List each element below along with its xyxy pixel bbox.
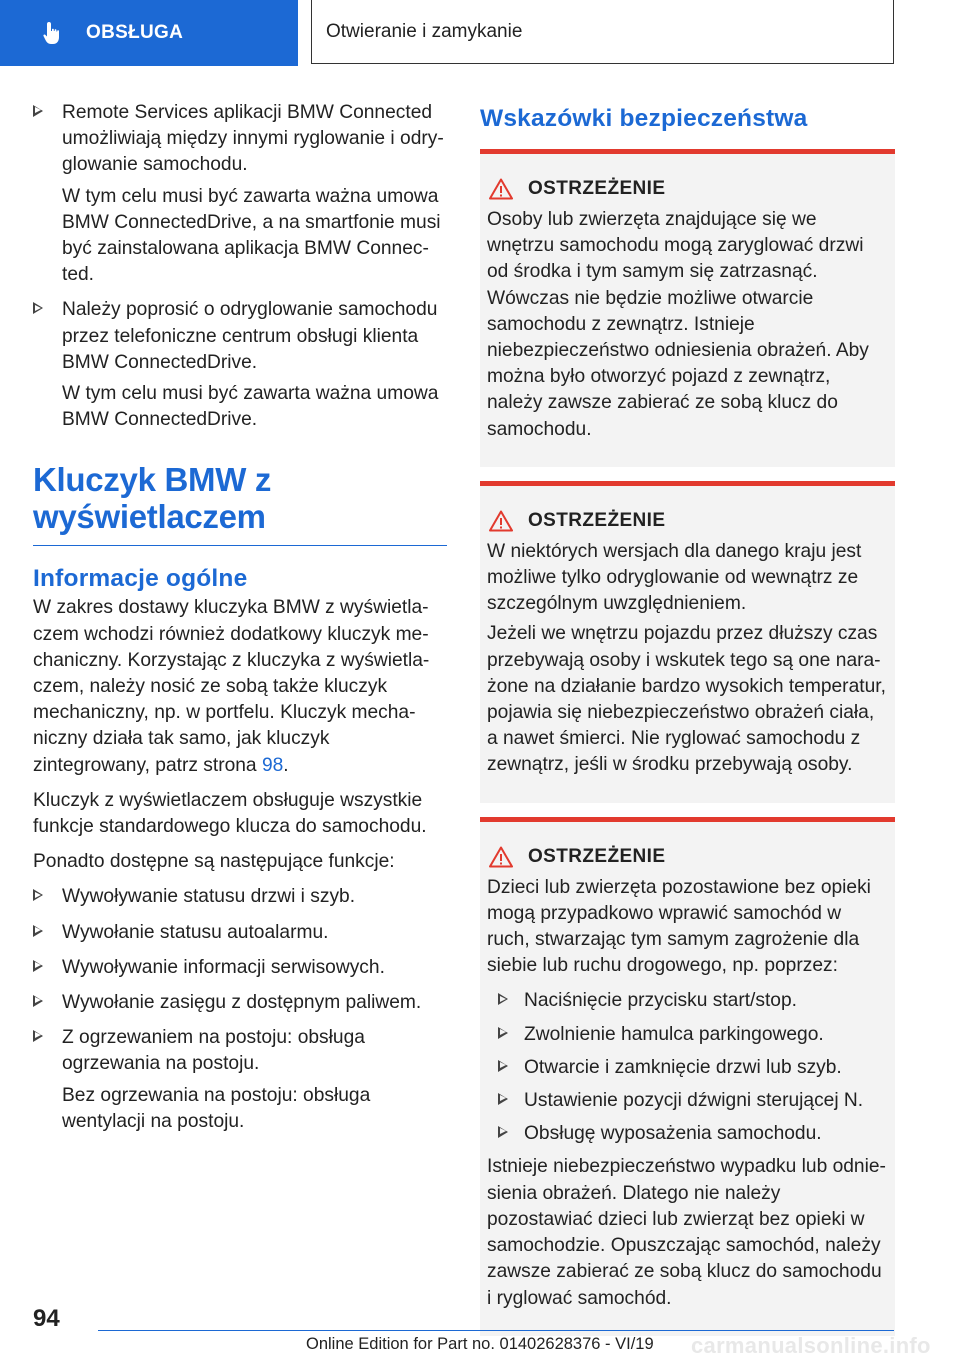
list-item bbox=[487, 1088, 888, 1114]
footer-divider bbox=[98, 1330, 894, 1331]
warning-text: Dzieci lub zwierzęta pozostawione bez opieki mogą przypadkowo wprawić samochód w ruch, stwarzając tym samym zagrożenie dla siebie lub ruchu drogowego, np. poprzez: bbox=[487, 876, 871, 977]
paragraph: Ponadto dostępne są następujące funkcje: bbox=[33, 851, 395, 873]
warning-label: OSTRZEŻENIE bbox=[528, 845, 666, 867]
list-item-text: Zwolnienie hamulca parkingowego. bbox=[524, 1023, 824, 1045]
warning-text: Osoby lub zwierzęta znajdujące się we wnętrzu samochodu mogą zaryglować drzwi od środka i tym samym się zatrzasnąć. Wówczas nie będzie możliwe otwarcie samochodu z zewnątrz. Istnieje niebezpieczeństwo odniesienia obrażeń. Aby można było otworzyć pojazd z zewnątrz, należy zawsze zabierać ze sobą klucz do samochodu. bbox=[487, 209, 869, 440]
list-item bbox=[33, 1025, 447, 1135]
warning-triangle-icon bbox=[489, 846, 513, 868]
watermark: carmanualsonline.info bbox=[691, 1333, 931, 1358]
list-item-text: Należy poprosić o odryglowanie samochodu przez telefoniczne centrum obsługi klienta BMW ConnectedDrive. bbox=[62, 299, 438, 373]
list-item bbox=[487, 1121, 888, 1147]
page-number: 94 bbox=[33, 1305, 60, 1332]
paragraph-end: . bbox=[283, 754, 289, 776]
bullet-triangle-icon bbox=[33, 960, 43, 972]
list-item-text: Wywołanie statusu autoalarmu. bbox=[62, 921, 329, 943]
subsection-title: Informacje ogólne bbox=[33, 565, 248, 593]
bullet-triangle-icon bbox=[33, 889, 43, 901]
list-item-text: Wywoływanie informacji serwisowych. bbox=[62, 956, 385, 978]
section-title bbox=[33, 461, 447, 535]
warning-text: Jeżeli we wnętrzu pojazdu przez dłuższy czas przebywają osoby i wskutek tego są one narażone na działanie bardzo wysokich temperatur, pojawia się niebezpieczeństwo obrażeń ciała, a nawet śmierci. Nie ryglować samochodu z zewnątrz, jeśli w środku przebywają osoby. bbox=[487, 623, 886, 776]
list-item bbox=[487, 1055, 888, 1081]
list-item-text: Obsługę wyposażenia samochodu. bbox=[524, 1123, 822, 1145]
left-column bbox=[33, 100, 447, 1144]
hand-pointer-icon bbox=[40, 20, 66, 46]
warning-box bbox=[480, 149, 895, 467]
list-item bbox=[33, 955, 447, 981]
bullet-triangle-icon bbox=[33, 105, 43, 117]
safety-title: Wskazówki bezpieczeństwa bbox=[480, 105, 808, 132]
bullet-triangle-icon bbox=[498, 1093, 508, 1105]
paragraph-text: W zakres dostawy kluczyka BMW z wyświetlaczem wchodzi również dodatkowy kluczyk mechaniczny. Korzystając z kluczyka z wyświetlaczem, należy nosić ze sobą także kluczyk mechaniczny, np. w portfelu. Kluczyk mechaniczny działa tak samo, jak kluczyk zintegrowany, patrz strona bbox=[33, 597, 430, 776]
list-item-subtext: W tym celu musi być zawarta ważna umowa BMW ConnectedDrive, a na smartfonie musi być zainstalowana aplikacja BMW Connected. bbox=[62, 185, 441, 286]
list-item bbox=[487, 1022, 888, 1048]
list-item bbox=[487, 988, 888, 1014]
list-item-text: Naciśnięcie przycisku start/stop. bbox=[524, 990, 797, 1012]
section-title-line-2: wyświetlaczem bbox=[33, 498, 266, 536]
warning-box bbox=[480, 481, 895, 803]
section-title-line-1: Kluczyk BMW z bbox=[33, 461, 272, 499]
bullet-triangle-icon bbox=[498, 993, 508, 1005]
list-item bbox=[33, 920, 447, 946]
warning-header bbox=[487, 508, 888, 534]
list-item-text: Z ogrzewaniem na postoju: obsługa ogrzewania na postoju. bbox=[62, 1027, 365, 1075]
bullet-triangle-icon bbox=[498, 1060, 508, 1072]
warning-label: OSTRZEŻENIE bbox=[528, 178, 666, 199]
bullet-triangle-icon bbox=[33, 1030, 43, 1042]
list-item-text: Wywoływanie statusu drzwi i szyb. bbox=[62, 886, 356, 908]
list-item-text: Otwarcie i zamknięcie drzwi lub szyb. bbox=[524, 1056, 842, 1078]
warning-label: OSTRZEŻENIE bbox=[528, 509, 666, 531]
page-reference-link[interactable]: 98 bbox=[261, 754, 284, 776]
list-item-text: Ustawienie pozycji dźwigni sterującej N. bbox=[524, 1090, 864, 1112]
edition-text: Online Edition for Part no. 01402628376 - VI/19 bbox=[306, 1335, 654, 1353]
list-item-text: Wywołanie zasięgu z dostępnym paliwem. bbox=[62, 992, 422, 1014]
bullet-triangle-icon bbox=[33, 995, 43, 1007]
chapter-title: Otwieranie i zamykanie bbox=[326, 20, 523, 42]
warning-text: W niektórych wersjach dla danego kraju jest możliwe tylko odryglowanie od wewnątrz ze szczególnym uwzględnieniem. bbox=[487, 540, 862, 615]
bullet-triangle-icon bbox=[498, 1126, 508, 1138]
warning-header bbox=[487, 844, 888, 870]
paragraph bbox=[33, 595, 447, 778]
bullet-triangle-icon bbox=[33, 302, 43, 314]
list-item-text: Remote Services aplikacji BMW Connected umożliwiają między innymi ryglowanie i odryglowanie samochodu. bbox=[62, 102, 444, 176]
list-item bbox=[33, 884, 447, 910]
list-item bbox=[33, 100, 447, 288]
warning-triangle-icon bbox=[489, 510, 513, 532]
warning-text: Istnieje niebezpieczeństwo wypadku lub odniesienia obrażeń. Dlatego nie należy pozostawiać dzieci lub zwierząt bez opieki w samochodzie. Opuszczając samochód, należy zawsze zabierać ze sobą klucz do samochodu i ryglować samochód. bbox=[487, 1156, 886, 1309]
chapter-header bbox=[311, 0, 894, 64]
section-label: OBSŁUGA bbox=[86, 22, 184, 43]
warning-triangle-icon bbox=[489, 178, 513, 200]
list-item bbox=[33, 297, 447, 433]
list-item-subtext: W tym celu musi być zawarta ważna umowa BMW ConnectedDrive. bbox=[62, 383, 439, 431]
warning-header bbox=[487, 176, 888, 202]
right-column bbox=[480, 100, 895, 1350]
list-item bbox=[33, 990, 447, 1016]
paragraph: Kluczyk z wyświetlaczem obsługuje wszystkie funkcje standardowego klucza do samochodu. bbox=[33, 789, 427, 838]
warning-box bbox=[480, 817, 895, 1336]
title-divider bbox=[33, 545, 447, 546]
section-tab[interactable] bbox=[0, 0, 298, 66]
bullet-triangle-icon bbox=[498, 1027, 508, 1039]
list-item-subtext: Bez ogrzewania na postoju: obsługa wentylacji na postoju. bbox=[62, 1084, 371, 1132]
bullet-triangle-icon bbox=[33, 925, 43, 937]
